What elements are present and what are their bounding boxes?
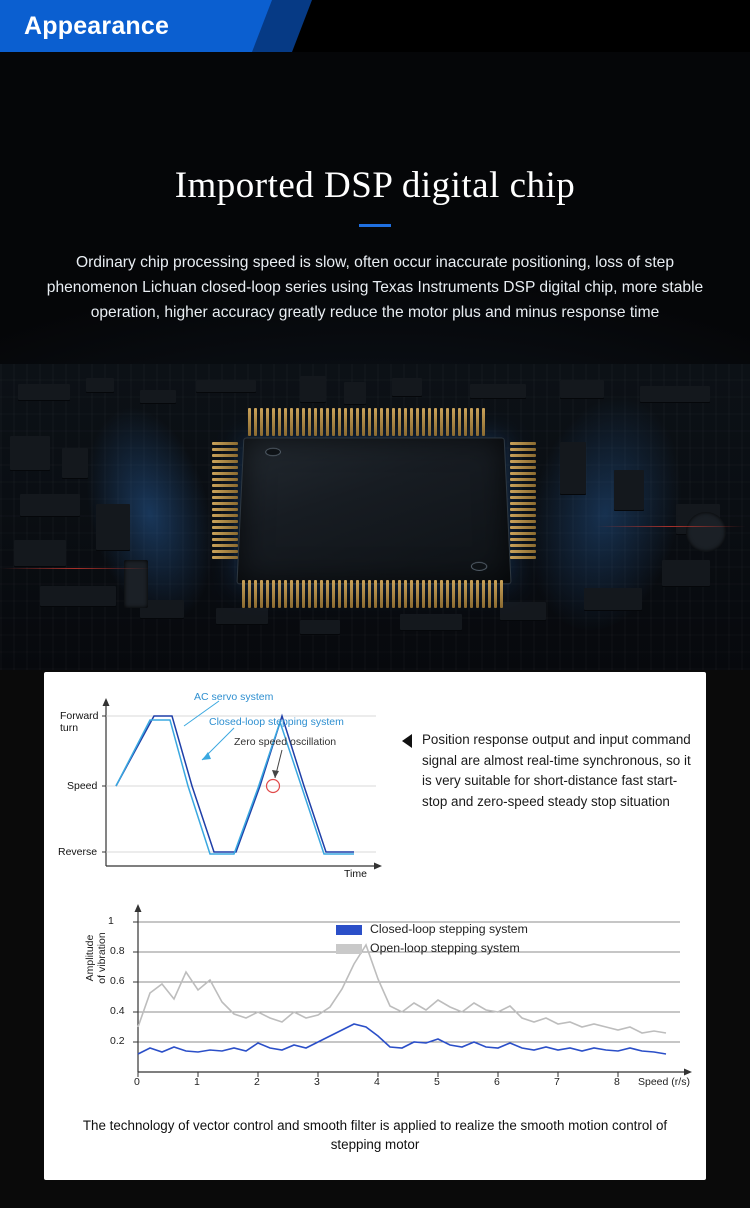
x-axis-label: Speed (r/s) (638, 1076, 690, 1088)
series-label-zero-speed: Zero speed oscillation (234, 736, 337, 748)
y-tick-1-0: 1 (108, 915, 114, 927)
y-tick-0-4: 0.4 (110, 1005, 125, 1017)
pcb-component (500, 602, 546, 620)
axis-label-forward-turn: Forward turn (60, 710, 99, 734)
legend-item-open-loop (336, 939, 528, 958)
pcb-component (10, 436, 50, 470)
pcb-component (216, 608, 268, 624)
chip-photo (0, 364, 750, 670)
pcb-component (300, 620, 340, 634)
pcb-component (344, 382, 366, 404)
x-tick-6: 6 (494, 1076, 500, 1088)
chip-pins-bottom (242, 580, 503, 608)
note-arrow-icon (402, 734, 412, 748)
hero-divider (359, 224, 391, 227)
y-tick-0-6: 0.6 (110, 975, 125, 987)
x-tick-8: 8 (614, 1076, 620, 1088)
x-tick-3: 3 (314, 1076, 320, 1088)
section-diagrams (44, 672, 706, 1180)
x-tick-2: 2 (254, 1076, 260, 1088)
x-tick-0: 0 (134, 1076, 140, 1088)
y-tick-0-8: 0.8 (110, 945, 125, 957)
y-axis-label: Amplitude of vibration (84, 932, 108, 984)
chart-caption: The technology of vector control and smooth filter is applied to realize the smooth motion control of stepping motor (82, 1118, 668, 1152)
speed-time-diagram (54, 686, 394, 886)
chip-marker (471, 562, 488, 571)
pcb-trace (596, 526, 746, 527)
pcb-component (614, 470, 644, 510)
section-hero (0, 52, 750, 670)
pcb-component (560, 442, 586, 494)
hero-description: Ordinary chip processing speed is slow, often occur inaccurate positioning, loss of step phenomenon Lichuan closed-loop series using Texas Instruments DSP digital chip, more stable operation, higher accuracy greatly reduce the motor plus and minus response time (46, 254, 704, 321)
chart-legend (336, 920, 528, 958)
section-banner (0, 0, 750, 52)
series-label-closed-loop: Closed-loop stepping system (209, 716, 344, 728)
legend-label-open-loop: Open-loop stepping system (370, 941, 520, 955)
legend-label-closed-loop: Closed-loop stepping system (370, 922, 528, 936)
pcb-component (560, 380, 604, 398)
pcb-component (40, 586, 116, 606)
dsp-chip (236, 437, 511, 584)
axis-label-reverse: Reverse (58, 846, 98, 858)
legend-swatch-open-loop (336, 944, 362, 954)
capacitor (686, 512, 726, 552)
chip-marker (265, 448, 281, 456)
pcb-component (196, 380, 256, 392)
pcb-component (300, 376, 326, 402)
hero-heading: Imported DSP digital chip (174, 165, 576, 206)
pcb-component (140, 390, 176, 403)
page-title: Appearance (24, 12, 170, 40)
vibration-chart (60, 900, 694, 1110)
axis-label-time: Time (344, 868, 367, 880)
x-tick-1: 1 (194, 1076, 200, 1088)
pcb-component (86, 378, 114, 392)
chip-pins-left (212, 442, 238, 559)
x-tick-4: 4 (374, 1076, 380, 1088)
chip-pins-right (510, 442, 536, 559)
pcb-component (62, 448, 88, 478)
pcb-component (392, 378, 422, 396)
axis-label-speed: Speed (67, 780, 98, 792)
pcb-component (18, 384, 70, 400)
series-label-ac-servo: AC servo system (194, 691, 274, 703)
x-tick-7: 7 (554, 1076, 560, 1088)
pcb-component (20, 494, 80, 516)
chip-pins-top (248, 408, 485, 436)
pcb-trace (0, 568, 150, 569)
legend-item-closed-loop (336, 920, 528, 939)
pcb-component (400, 614, 462, 630)
legend-swatch-closed-loop (336, 925, 362, 935)
pcb-component (14, 540, 66, 566)
x-tick-5: 5 (434, 1076, 440, 1088)
diagram-note-text: Position response output and input command signal are almost real-time synchronous, so it is very suitable for short-distance fast start-stop and zero-speed steady stop situation (422, 732, 691, 809)
pcb-component (470, 384, 526, 398)
pcb-component (662, 560, 710, 586)
pcb-component (584, 588, 642, 610)
y-tick-0-2: 0.2 (110, 1035, 125, 1047)
pcb-component (640, 386, 710, 402)
pcb-component (96, 504, 130, 550)
